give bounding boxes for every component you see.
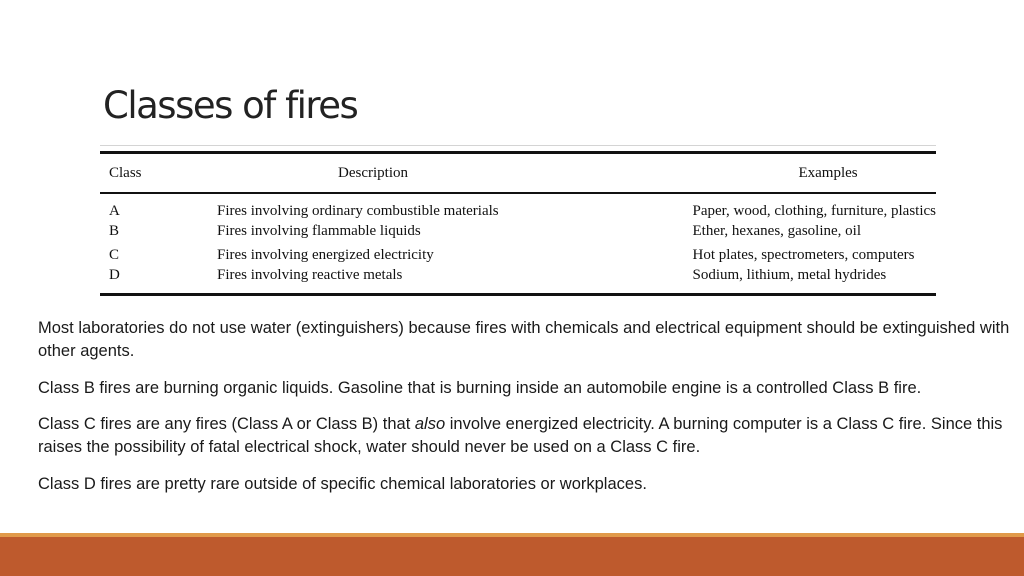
paragraph-class-d: Class D fires are pretty rare outside of specific chemical laboratories or workplaces.	[38, 474, 647, 493]
paragraph-class-c-start: Class C fires are any fires (Class A or Class B) that	[38, 415, 415, 433]
fire-classes-table	[100, 151, 936, 296]
cell-class: D	[109, 267, 120, 283]
paragraph-class-c	[38, 413, 1013, 459]
cell-description: Fires involving ordinary combustible materials	[217, 203, 499, 219]
table-row	[100, 193, 936, 220]
header-description: Description	[338, 164, 408, 181]
table-body	[100, 193, 936, 295]
paragraph-water-extinguishers: Most laboratories do not use water (extinguishers) because fires with chemicals and electrical equipment should be extinguished with other agents.	[38, 319, 1010, 360]
paragraph-class-c-end: involve energized electricity. A burning computer is a Class C fire. Since this raises the possibility of fatal electrical shock, water should never be used on a Class C fire.	[38, 415, 1003, 456]
header-class: Class	[109, 164, 142, 181]
cell-class: C	[109, 246, 120, 263]
table-header	[100, 153, 936, 194]
cell-class: A	[109, 203, 120, 219]
table-row	[100, 267, 936, 295]
table-header-row	[100, 153, 936, 194]
cell-description: Fires involving reactive metals	[217, 267, 403, 283]
title-divider	[100, 145, 936, 146]
table-row	[100, 220, 936, 244]
cell-examples: Paper, wood, clothing, furniture, plastics	[692, 203, 936, 219]
paragraph-class-b: Class B fires are burning organic liquids. Gasoline that is burning inside an automobile engine is a controlled Class B fire.	[38, 378, 922, 397]
slide-title: Classes of fires	[103, 84, 358, 127]
cell-class: B	[109, 223, 120, 240]
emphasis-also: also	[414, 415, 446, 433]
cell-examples: Hot plates, spectrometers, computers	[692, 246, 915, 263]
footer-band	[0, 537, 1024, 576]
cell-description: Fires involving energized electricity	[217, 246, 434, 263]
body-text	[38, 317, 1013, 509]
cell-examples: Sodium, lithium, metal hydrides	[692, 267, 887, 283]
header-examples: Examples	[798, 164, 858, 181]
cell-description: Fires involving flammable liquids	[217, 223, 421, 240]
cell-examples: Ether, hexanes, gasoline, oil	[692, 223, 861, 240]
table-row	[100, 244, 936, 268]
